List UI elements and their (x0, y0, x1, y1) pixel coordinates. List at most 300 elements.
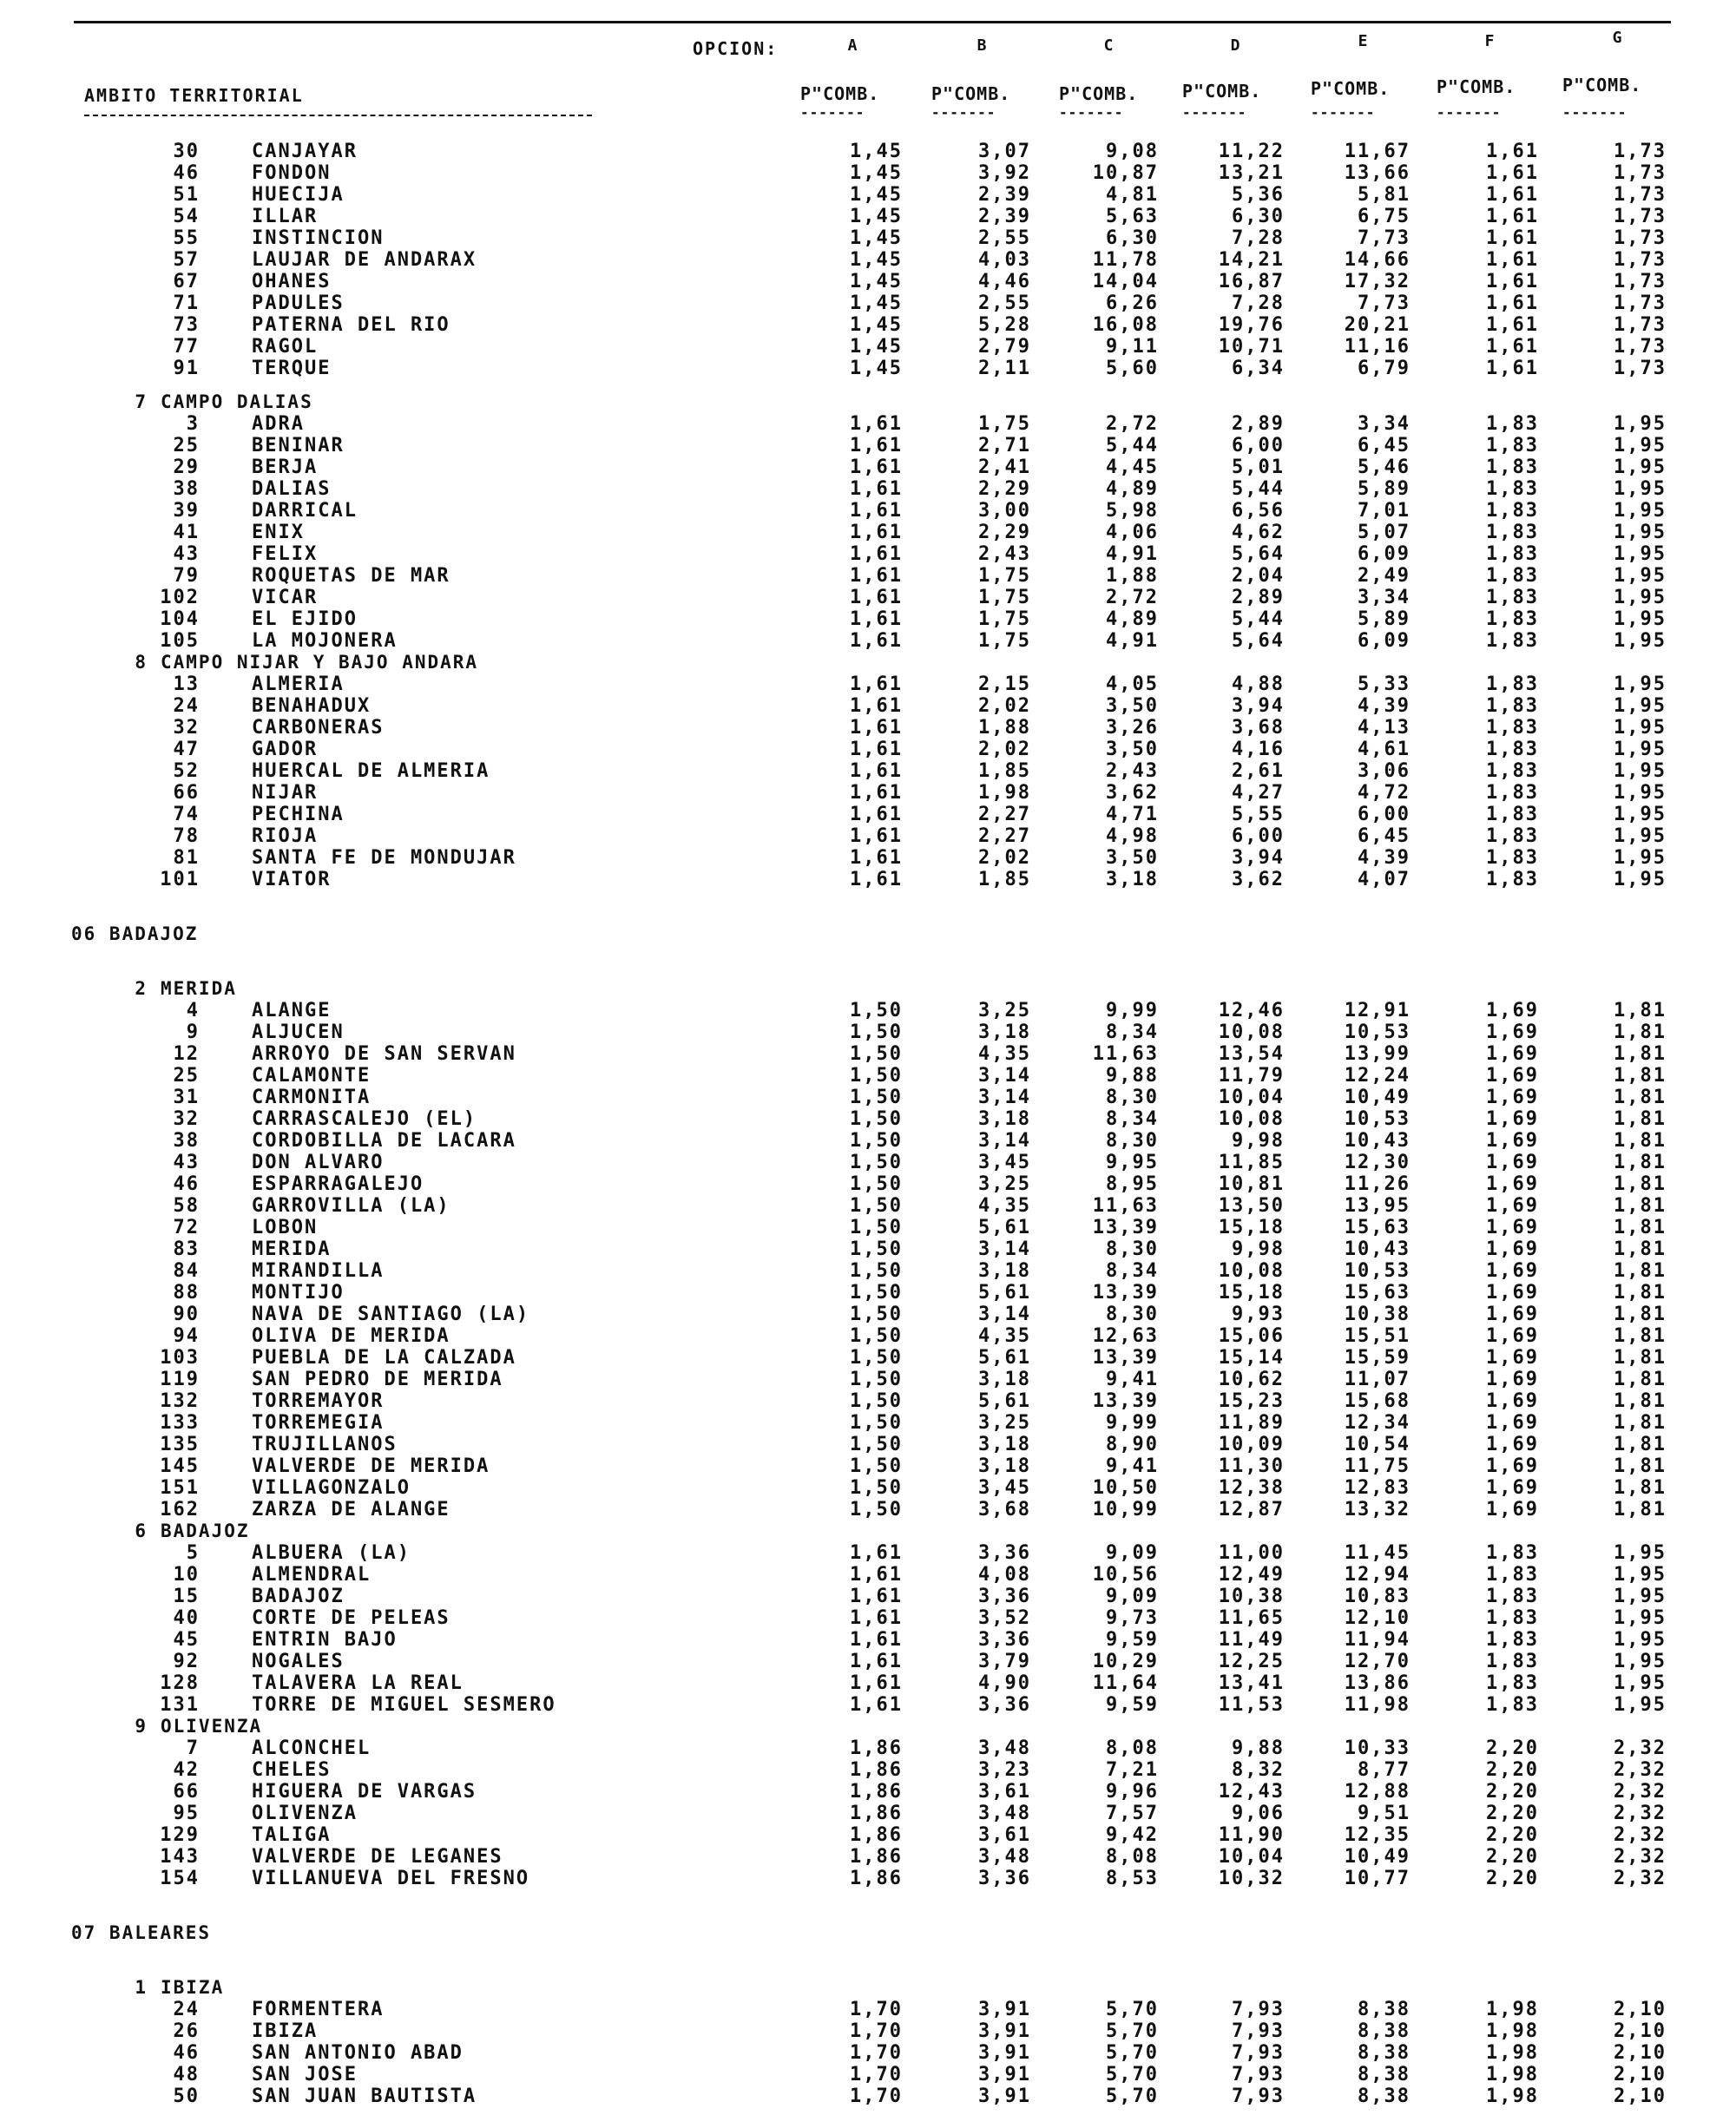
option-d-value: 11,85 (1218, 1152, 1285, 1173)
option-b-value: 3,25 (978, 1412, 1031, 1434)
municipality-name: TORREMEGIA (252, 1412, 385, 1434)
option-f-value: 1,83 (1486, 543, 1539, 565)
option-a-value: 1,50 (850, 1260, 903, 1282)
municipality-code: 29 (173, 456, 200, 478)
option-e-value: 12,34 (1344, 1412, 1410, 1434)
municipality-name: FELIX (252, 543, 319, 565)
option-g-value: 1,95 (1614, 1629, 1667, 1651)
option-g-value: 1,95 (1614, 695, 1667, 717)
municipality-code: 15 (173, 1586, 200, 1607)
option-c-value: 5,70 (1106, 2064, 1159, 2085)
table-row (0, 1781, 1736, 1803)
option-c-value: 4,81 (1106, 184, 1159, 206)
option-c-value: 10,99 (1092, 1499, 1159, 1521)
municipality-name: ROQUETAS DE MAR (252, 565, 450, 587)
option-c-value: 5,70 (1106, 2085, 1159, 2107)
table-row (0, 1390, 1736, 1412)
option-f-value: 1,69 (1486, 1152, 1539, 1173)
option-d-value: 4,16 (1232, 739, 1285, 760)
option-a-value: 1,61 (850, 847, 903, 869)
option-g-value: 1,73 (1614, 249, 1667, 271)
option-a-value: 1,61 (850, 587, 903, 608)
option-f-value: 2,20 (1486, 1824, 1539, 1846)
option-b-value: 1,75 (978, 565, 1031, 587)
municipality-name: SANTA FE DE MONDUJAR (252, 847, 516, 869)
option-f-value: 1,83 (1486, 825, 1539, 847)
option-c-value: 8,34 (1106, 1021, 1159, 1043)
option-c-value: 9,95 (1106, 1152, 1159, 1173)
col-b-header: P"COMB. (931, 83, 1011, 104)
option-d-value: 2,89 (1232, 413, 1285, 435)
option-e-value: 5,81 (1358, 184, 1410, 206)
option-d-value: 10,62 (1218, 1369, 1285, 1390)
option-f-value: 1,69 (1486, 1260, 1539, 1282)
col-g-header: P"COMB. (1562, 75, 1642, 95)
option-c-value: 5,70 (1106, 2020, 1159, 2042)
municipality-name: ALMERIA (252, 673, 345, 695)
option-f-value: 1,69 (1486, 1304, 1539, 1325)
municipality-code: 38 (173, 1130, 200, 1152)
option-a-value: 1,50 (850, 1412, 903, 1434)
option-c-value: 8,30 (1106, 1304, 1159, 1325)
option-b-value: 3,61 (978, 1824, 1031, 1846)
option-b-value: 4,46 (978, 271, 1031, 292)
option-d-value: 6,34 (1232, 358, 1285, 379)
table-row (0, 336, 1736, 358)
option-b-value: 3,14 (978, 1130, 1031, 1152)
option-b-value: 2,15 (978, 673, 1031, 695)
option-g-value: 2,32 (1614, 1781, 1667, 1803)
comarca-group-row (0, 1716, 1736, 1737)
option-d-value: 13,41 (1218, 1672, 1285, 1694)
municipality-code: 31 (173, 1087, 200, 1108)
option-g-value: 1,81 (1614, 1000, 1667, 1021)
option-f-value: 1,69 (1486, 1477, 1539, 1499)
option-f-value: 1,69 (1486, 1434, 1539, 1455)
municipality-name: NOGALES (252, 1651, 345, 1672)
table-row (0, 1586, 1736, 1607)
option-e-value: 6,79 (1358, 358, 1410, 379)
option-e-value: 15,63 (1344, 1282, 1410, 1304)
col-a-header: P"COMB. (800, 83, 880, 104)
municipality-code: 30 (173, 141, 200, 162)
table-row (0, 1868, 1736, 1889)
option-e-value: 10,43 (1344, 1130, 1410, 1152)
option-d-value: 11,90 (1218, 1824, 1285, 1846)
option-d-value: 2,89 (1232, 587, 1285, 608)
option-g-value: 1,95 (1614, 1607, 1667, 1629)
option-f-value: 1,69 (1486, 1021, 1539, 1043)
municipality-name: SAN ANTONIO ABAD (252, 2042, 464, 2064)
table-row (0, 1195, 1736, 1217)
municipality-name: LOBON (252, 1217, 319, 1238)
option-c-value: 2,72 (1106, 413, 1159, 435)
option-b-value: 3,14 (978, 1238, 1031, 1260)
municipality-code: 92 (173, 1651, 200, 1672)
table-row (0, 1824, 1736, 1846)
option-c-value: 4,45 (1106, 456, 1159, 478)
option-a-value: 1,86 (850, 1781, 903, 1803)
option-d-value: 2,04 (1232, 565, 1285, 587)
option-d-value: 15,18 (1218, 1217, 1285, 1238)
option-d-value: 4,27 (1232, 782, 1285, 804)
option-e-value: 10,53 (1344, 1108, 1410, 1130)
option-g-value: 1,73 (1614, 141, 1667, 162)
option-g-value: 1,95 (1614, 804, 1667, 825)
option-a-value: 1,50 (850, 1152, 903, 1173)
municipality-name: DARRICAL (252, 500, 358, 522)
option-f-value: 1,61 (1486, 314, 1539, 336)
option-d-value: 5,36 (1232, 184, 1285, 206)
option-e-value: 12,91 (1344, 1000, 1410, 1021)
col-e-header: P"COMB. (1311, 78, 1391, 99)
municipality-code: 46 (173, 162, 200, 184)
option-d-value: 11,22 (1218, 141, 1285, 162)
municipality-name: SAN JOSE (252, 2064, 358, 2085)
table-row (0, 1412, 1736, 1434)
option-a-value: 1,50 (850, 1369, 903, 1390)
municipality-name: BERJA (252, 456, 319, 478)
municipality-name: SAN PEDRO DE MERIDA (252, 1369, 503, 1390)
table-row (0, 804, 1736, 825)
municipality-code: 32 (173, 717, 200, 739)
table-row (0, 1325, 1736, 1347)
municipality-code: 78 (173, 825, 200, 847)
option-c-value: 2,72 (1106, 587, 1159, 608)
col-a-underline: ------- (800, 104, 865, 121)
municipality-code: 135 (160, 1434, 200, 1455)
table-row (0, 2042, 1736, 2064)
municipality-code: 90 (173, 1304, 200, 1325)
option-a-value: 1,50 (850, 1173, 903, 1195)
municipality-code: 119 (160, 1369, 200, 1390)
municipality-code: 25 (173, 1065, 200, 1087)
option-g-value: 1,81 (1614, 1282, 1667, 1304)
municipality-name: MERIDA (252, 1238, 332, 1260)
option-b-value: 4,03 (978, 249, 1031, 271)
municipality-code: 91 (173, 358, 200, 379)
option-f-value: 1,83 (1486, 1586, 1539, 1607)
option-a-value: 1,45 (850, 141, 903, 162)
option-d-value: 11,89 (1218, 1412, 1285, 1434)
table-row (0, 1455, 1736, 1477)
option-d-value: 15,14 (1218, 1347, 1285, 1369)
table-row (0, 1000, 1736, 1021)
option-d-value: 11,49 (1218, 1629, 1285, 1651)
option-e-value: 11,16 (1344, 336, 1410, 358)
option-f-value: 2,20 (1486, 1781, 1539, 1803)
option-b-value: 2,02 (978, 739, 1031, 760)
option-e-value: 13,86 (1344, 1672, 1410, 1694)
municipality-code: 4 (186, 1000, 200, 1021)
option-e-value: 4,39 (1358, 847, 1410, 869)
option-g-value: 1,95 (1614, 413, 1667, 435)
option-b-value: 3,79 (978, 1651, 1031, 1672)
option-c-value: 5,98 (1106, 500, 1159, 522)
municipality-code: 66 (173, 1781, 200, 1803)
option-c-value: 13,39 (1092, 1282, 1159, 1304)
option-e-value: 15,51 (1344, 1325, 1410, 1347)
option-d-value: 12,38 (1218, 1477, 1285, 1499)
option-f-value: 1,61 (1486, 358, 1539, 379)
municipality-code: 50 (173, 2085, 200, 2107)
col-c-underline: ------- (1059, 104, 1124, 121)
table-row (0, 2064, 1736, 2085)
option-g-value: 1,95 (1614, 608, 1667, 630)
option-b-value: 1,88 (978, 717, 1031, 739)
option-c-value: 9,11 (1106, 336, 1159, 358)
option-b-value: 2,02 (978, 847, 1031, 869)
option-c-label: C (1103, 36, 1114, 55)
option-d-value: 10,08 (1218, 1021, 1285, 1043)
option-b-value: 3,14 (978, 1304, 1031, 1325)
option-a-value: 1,50 (850, 1217, 903, 1238)
option-f-value: 1,83 (1486, 1672, 1539, 1694)
option-f-value: 1,61 (1486, 292, 1539, 314)
table-row (0, 227, 1736, 249)
option-b-value: 2,27 (978, 825, 1031, 847)
municipality-name: LAUJAR DE ANDARAX (252, 249, 477, 271)
option-d-value: 11,65 (1218, 1607, 1285, 1629)
option-b-value: 2,79 (978, 336, 1031, 358)
comarca-code: 6 (135, 1521, 148, 1541)
option-g-value: 1,95 (1614, 456, 1667, 478)
option-e-value: 3,34 (1358, 413, 1410, 435)
option-b-value: 3,14 (978, 1065, 1031, 1087)
option-g-value: 1,73 (1614, 271, 1667, 292)
option-d-value: 11,79 (1218, 1065, 1285, 1087)
option-e-value: 13,32 (1344, 1499, 1410, 1521)
municipality-name: CORDOBILLA DE LACARA (252, 1130, 516, 1152)
option-b-value: 3,52 (978, 1607, 1031, 1629)
option-c-value: 7,57 (1106, 1803, 1159, 1824)
option-g-value: 1,81 (1614, 1304, 1667, 1325)
municipality-name: HUECIJA (252, 184, 345, 206)
municipality-code: 7 (186, 1737, 200, 1759)
municipality-code: 24 (173, 695, 200, 717)
table-row (0, 522, 1736, 543)
option-d-value: 5,44 (1232, 478, 1285, 500)
option-d-value: 9,98 (1232, 1130, 1285, 1152)
option-b-value: 3,45 (978, 1152, 1031, 1173)
municipality-code: 66 (173, 782, 200, 804)
municipality-name: MIRANDILLA (252, 1260, 385, 1282)
comarca-group-row (0, 978, 1736, 1000)
option-g-value: 1,81 (1614, 1434, 1667, 1455)
table-row (0, 869, 1736, 890)
option-c-value: 9,59 (1106, 1629, 1159, 1651)
municipality-code: 12 (173, 1043, 200, 1065)
option-a-value: 1,45 (850, 271, 903, 292)
option-d-value: 13,21 (1218, 162, 1285, 184)
option-f-value: 1,61 (1486, 184, 1539, 206)
option-f-value: 1,69 (1486, 1108, 1539, 1130)
option-f-value: 2,20 (1486, 1868, 1539, 1889)
municipality-code: 25 (173, 435, 200, 456)
option-c-value: 9,09 (1106, 1542, 1159, 1564)
option-f-value: 1,69 (1486, 1499, 1539, 1521)
municipality-code: 51 (173, 184, 200, 206)
option-a-value: 1,70 (850, 2064, 903, 2085)
option-c-value: 9,59 (1106, 1694, 1159, 1716)
municipality-name: CANJAYAR (252, 141, 358, 162)
col-c-header: P"COMB. (1059, 83, 1139, 104)
option-b-value: 2,11 (978, 358, 1031, 379)
table-row (0, 292, 1736, 314)
province-heading-row (0, 1922, 1736, 1944)
option-c-value: 4,89 (1106, 608, 1159, 630)
option-g-value: 1,95 (1614, 587, 1667, 608)
option-b-value: 3,91 (978, 2064, 1031, 2085)
table-row (0, 249, 1736, 271)
option-f-value: 1,69 (1486, 1238, 1539, 1260)
municipality-code: 57 (173, 249, 200, 271)
option-e-value: 10,77 (1344, 1868, 1410, 1889)
municipality-name: VICAR (252, 587, 319, 608)
option-e-value: 8,38 (1358, 2085, 1410, 2107)
option-g-value: 2,32 (1614, 1824, 1667, 1846)
option-c-value: 8,30 (1106, 1130, 1159, 1152)
option-g-value: 1,95 (1614, 1542, 1667, 1564)
municipality-name: ILLAR (252, 206, 319, 227)
municipality-code: 13 (173, 673, 200, 695)
option-a-value: 1,50 (850, 1455, 903, 1477)
option-f-value: 2,20 (1486, 1759, 1539, 1781)
option-d-value: 9,93 (1232, 1304, 1285, 1325)
option-g-value: 1,95 (1614, 565, 1667, 587)
option-e-value: 12,88 (1344, 1781, 1410, 1803)
option-f-value: 1,83 (1486, 1542, 1539, 1564)
municipality-code: 83 (173, 1238, 200, 1260)
option-a-value: 1,61 (850, 1651, 903, 1672)
option-a-value: 1,45 (850, 314, 903, 336)
municipality-code: 101 (160, 869, 200, 890)
option-d-value: 10,04 (1218, 1087, 1285, 1108)
option-f-value: 1,69 (1486, 1087, 1539, 1108)
option-d-value: 19,76 (1218, 314, 1285, 336)
col-g-underline: ------- (1562, 104, 1628, 121)
option-b-value: 3,18 (978, 1260, 1031, 1282)
municipality-code: 84 (173, 1260, 200, 1282)
option-b-value: 3,91 (978, 1999, 1031, 2020)
municipality-name: VALVERDE DE LEGANES (252, 1846, 503, 1868)
municipality-name: ESPARRAGALEJO (252, 1173, 424, 1195)
municipality-name: TORRE DE MIGUEL SESMERO (252, 1694, 556, 1716)
option-d-value: 10,32 (1218, 1868, 1285, 1889)
table-row (0, 1021, 1736, 1043)
option-a-value: 1,70 (850, 2020, 903, 2042)
municipality-name: HIGUERA DE VARGAS (252, 1781, 477, 1803)
option-c-value: 13,39 (1092, 1347, 1159, 1369)
option-a-value: 1,61 (850, 1607, 903, 1629)
table-row (0, 413, 1736, 435)
option-c-value: 2,43 (1106, 760, 1159, 782)
option-c-value: 4,91 (1106, 630, 1159, 652)
table-row (0, 1846, 1736, 1868)
option-f-value: 1,83 (1486, 673, 1539, 695)
option-f-value: 1,83 (1486, 500, 1539, 522)
option-d-value: 12,43 (1218, 1781, 1285, 1803)
municipality-code: 104 (160, 608, 200, 630)
table-row (0, 478, 1736, 500)
option-f-value: 1,83 (1486, 1694, 1539, 1716)
municipality-code: 79 (173, 565, 200, 587)
option-b-value: 5,28 (978, 314, 1031, 336)
option-c-value: 9,99 (1106, 1412, 1159, 1434)
table-row (0, 825, 1736, 847)
option-g-value: 1,81 (1614, 1412, 1667, 1434)
option-b-value: 3,91 (978, 2085, 1031, 2107)
option-d-value: 12,49 (1218, 1564, 1285, 1586)
option-f-label: F (1484, 32, 1495, 50)
option-d-value: 10,08 (1218, 1260, 1285, 1282)
municipality-name: ARROYO DE SAN SERVAN (252, 1043, 516, 1065)
option-d-label: D (1230, 36, 1240, 55)
municipality-code: 26 (173, 2020, 200, 2042)
option-c-value: 3,26 (1106, 717, 1159, 739)
option-f-value: 1,69 (1486, 1369, 1539, 1390)
option-e-value: 13,66 (1344, 162, 1410, 184)
option-c-value: 13,39 (1092, 1217, 1159, 1238)
municipality-code: 72 (173, 1217, 200, 1238)
option-g-value: 1,81 (1614, 1347, 1667, 1369)
table-row (0, 456, 1736, 478)
municipality-name: CHELES (252, 1759, 332, 1781)
table-row (0, 1607, 1736, 1629)
table-row (0, 739, 1736, 760)
comarca-code: 9 (135, 1716, 148, 1737)
option-g-value: 1,81 (1614, 1260, 1667, 1282)
ambito-label: AMBITO TERRITORIAL (84, 85, 304, 106)
option-g-value: 1,81 (1614, 1021, 1667, 1043)
table-row (0, 1999, 1736, 2020)
option-e-value: 6,45 (1358, 825, 1410, 847)
option-c-value: 11,78 (1092, 249, 1159, 271)
option-e-value: 9,51 (1358, 1803, 1410, 1824)
option-e-value: 20,21 (1344, 314, 1410, 336)
municipality-code: 48 (173, 2064, 200, 2085)
option-g-value: 1,95 (1614, 543, 1667, 565)
option-d-value: 15,23 (1218, 1390, 1285, 1412)
option-d-value: 5,44 (1232, 608, 1285, 630)
option-f-value: 1,83 (1486, 630, 1539, 652)
option-e-value: 4,13 (1358, 717, 1410, 739)
option-d-value: 15,18 (1218, 1282, 1285, 1304)
option-g-value: 1,95 (1614, 478, 1667, 500)
option-c-value: 5,44 (1106, 435, 1159, 456)
option-g-value: 1,95 (1614, 760, 1667, 782)
option-a-value: 1,61 (850, 1629, 903, 1651)
option-c-value: 3,18 (1106, 869, 1159, 890)
table-row (0, 1629, 1736, 1651)
option-f-value: 1,98 (1486, 1999, 1539, 2020)
municipality-code: 77 (173, 336, 200, 358)
municipality-code: 55 (173, 227, 200, 249)
table-row (0, 717, 1736, 739)
option-a-value: 1,70 (850, 2042, 903, 2064)
option-b-value: 3,25 (978, 1000, 1031, 1021)
option-e-value: 11,94 (1344, 1629, 1410, 1651)
option-c-value: 9,42 (1106, 1824, 1159, 1846)
option-a-value: 1,61 (850, 1672, 903, 1694)
option-e-value: 12,30 (1344, 1152, 1410, 1173)
option-e-value: 10,33 (1344, 1737, 1410, 1759)
option-c-value: 9,73 (1106, 1607, 1159, 1629)
option-b-value: 3,68 (978, 1499, 1031, 1521)
option-e-value: 5,33 (1358, 673, 1410, 695)
option-f-value: 1,83 (1486, 522, 1539, 543)
option-g-value: 1,73 (1614, 292, 1667, 314)
